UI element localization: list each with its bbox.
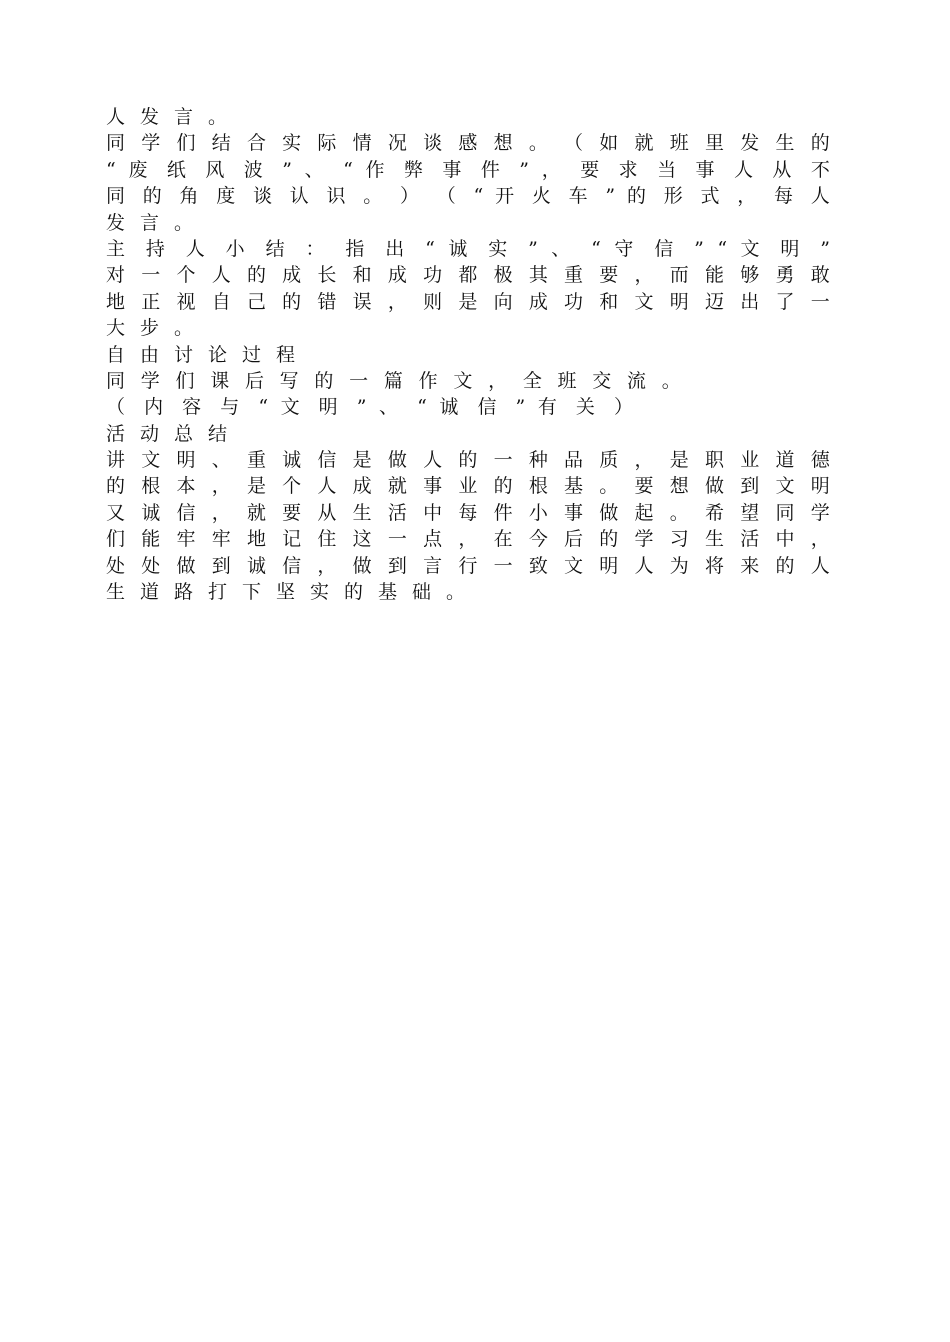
text-line: 大步。: [106, 317, 209, 340]
document-page: [106, 104, 830, 605]
text-line: 讲 文 明 、 重 诚 信 是 做 人 的 一 种 品 质 ， 是 职 业 道 德: [106, 449, 830, 472]
text-line: 的 根 本 ， 是 个 人 成 就 事 业 的 根 基 。 要 想 做 到 文 明: [106, 475, 830, 498]
section-heading: 活动总结: [106, 422, 243, 445]
text-line: 同 的 角 度 谈 认 识 。 ） （ “ 开 火 车 ” 的 形 式 ， 每 人: [106, 185, 830, 208]
text-line: 地 正 视 自 己 的 错 误 ， 则 是 向 成 功 和 文 明 迈 出 了 一: [106, 290, 830, 313]
text-line: “ 废 纸 风 波 ” 、 “ 作 弊 事 件 ” ， 要 求 当 事 人 从 不: [106, 158, 830, 181]
text-line: 发言。: [106, 211, 209, 234]
text-line: 同 学 们 课 后 写 的 一 篇 作 文 ， 全 班 交 流 。: [106, 369, 681, 392]
text-line: 又 诚 信 ， 就 要 从 生 活 中 每 件 小 事 做 起 。 希 望 同 学: [106, 501, 830, 524]
text-line: 们 能 牢 牢 地 记 住 这 一 点 ， 在 今 后 的 学 习 生 活 中 ，: [106, 528, 830, 551]
text-line: 处 处 做 到 诚 信 ， 做 到 言 行 一 致 文 明 人 为 将 来 的 人: [106, 554, 830, 577]
text-line: 生道路打下坚实的基础。: [106, 581, 481, 604]
section-heading: 自由讨论过程: [106, 343, 311, 366]
text-line: 人发言。: [106, 106, 243, 128]
text-line: 同 学 们 结 合 实 际 情 况 谈 感 想 。 （ 如 就 班 里 发 生 的: [106, 132, 830, 155]
text-line: 对 一 个 人 的 成 长 和 成 功 都 极 其 重 要 ， 而 能 够 勇 敢: [106, 264, 830, 287]
text-line: （ 内 容 与 “ 文 明 ” 、 “ 诚 信 ” 有 关 ）: [106, 396, 633, 419]
text-line: 主 持 人 小 结 ： 指 出 “ 诚 实 ” 、 “ 守 信 ” “ 文 明 ”: [106, 237, 830, 260]
